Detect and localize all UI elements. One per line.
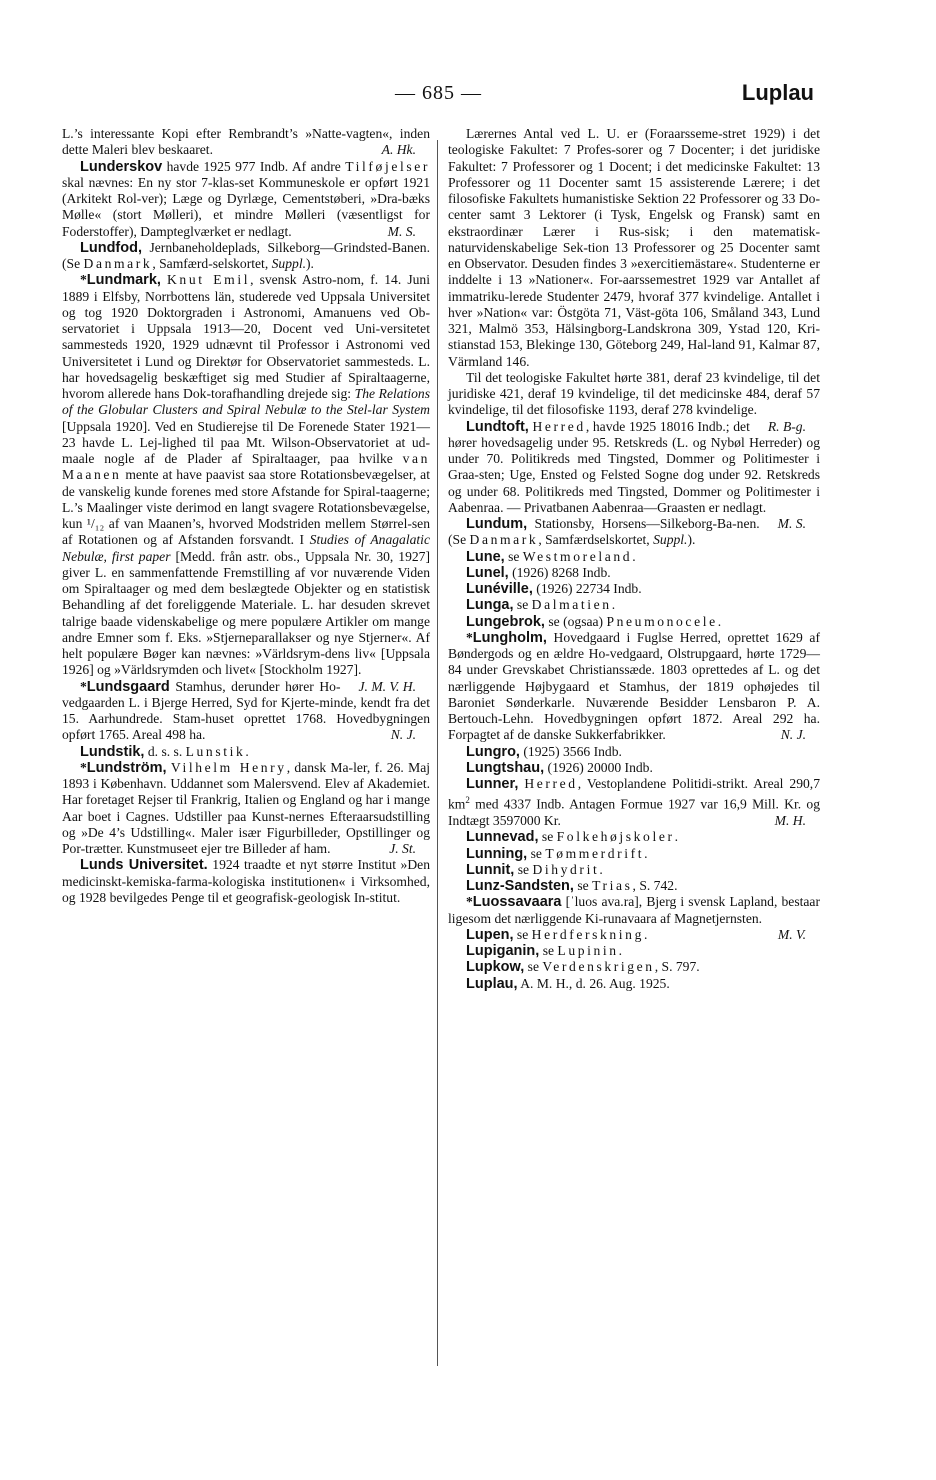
entry-text: [Medd. från astr. obs., Uppsala Nr. 30, 1927] giver L. en sammenfattende Fremstilling af vor nuværende Viden om Spiraltaager og med dem beslægtede Objekter og en statistisk Behandling af det foreliggende Materiale. L. har desuden skrevet talrige baade videnskabelige og mere populære Artikler om mange andre Emner som f. Eks. »Stjerneparallakser og nye Stjerner«. Af helt populære Bøger kan nævnes: »Världsrym-dens liv« [Uppsala 1926] og »Världsrymden och livet« [Stockholm 1927]. — [62, 548, 431, 678]
entry-text: [ˈluos ava.ra], Bjerg i svensk Lapland, bestaar ligesom det nærliggende Ki-runavaara af Magnetjernsten. — [448, 894, 820, 926]
italic-text: Studies of Anagalatic Nebulæ, first paper — [62, 532, 430, 564]
entry-text: skal nævnes: En ny stor 7-klas-set Kommuneskole er opført 1921 (Arkitekt Rol-ver); Læge og Dyrlæge, Cementstøberi, »Dra-bæks Mølle« (stort Mølleri), et mindre Mølleri (væsentligst for Foderstoffer), Dampteglværket er nedlagt. — [62, 174, 430, 239]
cross-reference: Folkehøjskoler — [556, 829, 675, 845]
headword: Lunz-Sandsten, — [466, 878, 574, 895]
spaced-term: Herred — [532, 418, 586, 434]
headword: Lunel, — [466, 564, 509, 581]
entry-text: se — [513, 597, 532, 613]
author-signature: N. J. — [780, 727, 806, 743]
entry-text: , svensk Astro-nom, f. 14. Juni 1889 i Elfsby, Norrbottens län, studerede ved Uppsala Universitet og tog 1920 Doktorgraden i Astronomi, Amanuens ved Ob-servatoriet i Uppsala 1913—20, Docent ved Uni-versitetet sammesteds 1920, 1929 udnævnt til Professor i Astronomi ved Universitetet i Lund og Direktør for Observatoriet sammesteds. L. har hovedsagelig beskæftiget sig med Studier af Spiraltaagerne, hvorom allerede hans Dok-torafhandling drejede sig: — [62, 272, 430, 401]
italic-text: Suppl. — [653, 532, 688, 548]
author-signature: J. St. — [389, 841, 416, 856]
running-head: Luplau — [741, 80, 814, 105]
entry-luneville — [448, 581, 820, 597]
entry-text: se — [539, 943, 558, 959]
headword: Lunga, — [466, 597, 514, 614]
cross-reference: Herdferskning — [531, 926, 644, 942]
headword: Lundum, — [466, 516, 528, 532]
entry-text: , Samfærd-selskortet, — [152, 256, 272, 271]
headword: Lunderskov — [80, 158, 163, 175]
entry-lunds-universitet — [62, 857, 430, 906]
spaced-term: van Maanen — [62, 451, 430, 483]
column-divider — [437, 140, 438, 1366]
entry-text: , S. 797. — [654, 959, 700, 975]
cross-reference: Dihydrit — [532, 861, 600, 877]
entry-continuation — [62, 126, 430, 159]
headword: Lundmark, — [86, 272, 161, 289]
entry-text: , S. 742. — [632, 878, 678, 894]
entry-continuation — [448, 126, 820, 370]
entry-text: , havde 1925 18016 Indb.; det hører hovedsagelig under 95. Retskreds (L. og Nybøl Herreder) og under 70. Politikreds med Tingsted, Dommer og Politimester i Graa-sten; Uge, Ensted og Felsted Sogne dog under 92. Retskreds og under 68. Politikreds med Tingsted, Dommer og Politimester i Aabenraa. — Privatbanen Aabenraa—Graasten er nedlagt. — [448, 418, 820, 515]
entry-lungholm — [448, 630, 820, 744]
entry-lunderskov — [62, 159, 430, 240]
entry-text: . — [643, 926, 648, 942]
entry-text: mente at have paavist saa store Rotationsbevægelser, at de vanskelig kunde forenes med store Afstande for Spiral-taagerne; L.’s Maalinger viste derimod en langt svagere Rotationsbevægelse, kun — [62, 467, 430, 531]
left-column — [62, 126, 430, 906]
entry-lupkow — [448, 959, 820, 975]
entry-text: , dansk Ma-ler, f. 26. Maj 1893 i København. Uddannet som Malersvend. Elev af Akademiet. Har foretaget Rejser til Frankrig, Italien og England og har i mange Aar boet i Cagnes. Udstiller paa Kunst-nernes Efteraarsudstilling og »De 4’s Udstilling«. Maler især Figurbilleder, Opstillinger og Por-trætter. Kunstmuseet ejer tre Billeder af ham. — [62, 759, 430, 856]
spaced-term: Knut Emil — [167, 272, 251, 288]
headword: Lunéville, — [466, 581, 533, 597]
headword: Luplau, — [466, 975, 518, 992]
entry-lunning — [448, 846, 820, 862]
spaced-term: Tilføjelser — [345, 158, 430, 174]
entry-lunz-sandsten — [448, 878, 820, 894]
author-signature: M. S. — [387, 223, 416, 239]
entry-lupiganin — [448, 943, 820, 959]
new-entry-asterisk: * — [466, 894, 473, 910]
entry-text: Stationsby, Horsens—Silkeborg-Ba-nen. (Se — [448, 516, 760, 548]
cross-reference: Danmark — [83, 256, 153, 271]
headword: Lune, — [466, 548, 505, 565]
entry-text: Hovedgaard i Fuglse Herred, oprettet 1629 af Bøndergods og en ældre Ho-vedgaard, Olstrupgaard, hørte 1729—84 under Grevskabet Christianssæde. 1803 oprettedes af L. og det nærliggende Højbygaard et Stamhus, der 1819 ophøjedes til Baroniet Sønderkarle. Nuværende Besidder Lensbaron P. A. Bertouch-Lehn. Hovedbygningen opført 1872. Areal 292 ha. Forpagtet af de danske Sukkerfabrikker. — [448, 629, 820, 743]
author-signature: A. Hk. — [381, 142, 416, 158]
headword: Lundstik, — [80, 743, 145, 760]
entry-text: (1926) 22734 Indb. — [532, 581, 642, 596]
entry-text: (1926) 8268 Indb. — [508, 564, 611, 580]
cross-reference: Pneumonocele — [606, 613, 718, 629]
entry-text: (1926) 20000 Indb. — [544, 759, 653, 775]
author-signature: R. B-g. — [767, 418, 806, 434]
entry-text: . — [618, 943, 623, 959]
author-signature: N. J. — [390, 727, 416, 743]
right-column — [448, 126, 820, 992]
spaced-term: Herred — [524, 776, 578, 791]
entry-text: . — [674, 829, 679, 845]
new-entry-asterisk: * — [80, 759, 87, 775]
entry-text: se — [514, 861, 533, 877]
entry-lunel — [448, 565, 820, 581]
entry-text: af van Maanen’s, hvorved Modstriden mellem Størrel-sen af Rotationen og af Afstanden forsvandt. I — [62, 516, 430, 548]
entry-text: 1924 traadte et nyt større Institut »Den medicinskt-kemiska-farma-kologiska institutionen« i Virksomhed, og 1928 bevilgedes Penge til et geografisk-geologisk In-stitut. — [62, 857, 430, 905]
entry-lunnit — [448, 862, 820, 878]
entry-text: , Vestoplandene Politidi-strikt. Areal 290,7 km — [448, 776, 820, 812]
entry-text: ). — [687, 532, 696, 548]
headword: Lupiganin, — [466, 943, 540, 960]
entry-text: . — [717, 613, 722, 629]
fraction: ¹/₁₂ — [86, 516, 105, 531]
entry-text: med 4337 Indb. Antagen Formue 1927 var 16,9 Mill. Kr. og Indtægt 3597000 Kr. — [448, 796, 820, 829]
page-header — [0, 80, 936, 114]
headword: Lungro, — [466, 743, 520, 760]
headword: Luossavaara — [472, 894, 562, 911]
cross-reference: Tømmerdrift — [545, 845, 645, 861]
headword: Lundsgaard — [86, 678, 170, 695]
entry-text: se (ogsaa) — [544, 613, 607, 629]
entry-text: . — [632, 548, 636, 564]
superscript: 2 — [465, 795, 470, 806]
cross-reference: Lunstik — [185, 743, 246, 759]
italic-text: Suppl. — [271, 256, 306, 271]
cross-reference: Trias — [592, 878, 633, 894]
headword: Lunner, — [466, 776, 519, 792]
entry-lunga — [448, 597, 820, 613]
author-signature: M. V. — [777, 926, 806, 942]
new-entry-asterisk: * — [80, 678, 87, 694]
entry-text: se — [538, 829, 557, 845]
headword: Lungtshau, — [466, 759, 545, 776]
new-entry-asterisk: * — [466, 629, 473, 645]
entry-text: se — [504, 548, 523, 564]
entry-lundstik — [62, 744, 430, 760]
italic-text: The Relations of the Globular Clusters and Spiral Nebulæ to the Stel-lar System — [62, 386, 430, 418]
entry-text: Lærernes Antal ved L. U. er (Foraarsseme-stret 1929) i det teologiske Fakultet: 7 Profes-sorer og 7 Docenter; i det juridiske Fakultet: 7 Professorer og 1 Docent; i det medicinske Fakultet: 13 Professorer og 11 Docenter samt 15 assisterende Lærere; i det filosofiske Fakultets humanistiske Sektion 22 Professorer og 33 Do-center samt 3 Lektorer (i Tysk, Engelsk og Fransk) samt en ekstraordinær Lærer i Rus-sisk; i den matematisk-naturvidenskabelige Sek-tion 13 Professorer og 25 Docenter samt en Observator. Desuden findes 3 »exercitiemästare«. Studenterne er inddelte i 13 »Nationer«. For-aarssemestret 1929 var Antallet af immatriku-lerede Studenter 2479, hvoraf 377 kvindelige. Antallet i hver »Nation« var: Östgöta 71, Väst-göta 106, Småland 343, Lund 321, Malmö 353, Hälsingborg-Landskrona 309, Ystad 120, Kri-stianstad 153, Blekinge 130, Göteborg 249, Hal-land 91, Kalmar 87, Värmland 146. — [448, 126, 821, 369]
entry-text: . — [245, 743, 249, 759]
entry-text: . — [611, 597, 616, 613]
headword: Lungholm, — [472, 629, 547, 646]
headword: Lundström, — [86, 759, 167, 776]
entry-text: , Samfærdselskortet, — [538, 532, 654, 548]
headword: Lunds Universitet. — [80, 857, 208, 874]
entry-text: (1925) 3566 Indb. — [519, 743, 622, 759]
cross-reference: Verdenskrigen — [542, 959, 655, 975]
entry-lundstrom — [62, 760, 430, 858]
headword: Lundfod, — [80, 239, 143, 256]
entry-luplau — [448, 976, 820, 992]
headword: Lupkow, — [466, 959, 525, 976]
cross-reference: Westmoreland — [522, 548, 633, 564]
entry-lunnevad — [448, 829, 820, 845]
page-number: — 685 — — [395, 82, 482, 104]
headword: Lupen, — [466, 926, 514, 943]
entry-text: Til det teologiske Fakultet hørte 381, deraf 23 kvindelige, til det juridiske 421, deraf 19 kvindelige, til det medicinske 484, deraf 57 kvindelige, til det filosofiske 1193, deraf 278 kvindelige. — [448, 369, 820, 418]
entry-text: Stamhus, derunder hører Ho-vedgaarden L. i Bjerge Herred, Syd for Kjerte-minde, kendt fra det 15. Aarhundrede. Stam-huset oprettet 1768. Hovedbygningen opført 1765. Areal 498 ha. — [62, 678, 430, 743]
cross-reference: Danmark — [469, 532, 539, 548]
entry-lungtshau — [448, 760, 820, 776]
entry-text: se — [573, 878, 593, 894]
entry-lune — [448, 549, 820, 565]
entry-text: se — [527, 845, 546, 861]
headword: Lunnit, — [466, 861, 515, 878]
entry-text: d. s. s. — [144, 743, 186, 759]
entry-text: se — [524, 959, 543, 975]
headword: Lunning, — [466, 845, 528, 862]
entry-text: [Uppsala 1920]. Ved en Studierejse til De Forenede Stater 1921—23 havde L. Lej-lighed til paa Mt. Wilson-Observatoriet at ud-maale nogle af de Plader af Spiraltaager, paa hvilke — [62, 418, 430, 466]
entry-text: A. M. H., d. 26. Aug. 1925. — [517, 975, 670, 991]
entry-lungro — [448, 744, 820, 760]
entry-text: ). — [306, 256, 314, 271]
entry-lundfod — [62, 240, 430, 273]
entry-text: . — [644, 845, 648, 861]
cross-reference: Dalmatien — [531, 597, 612, 613]
entry-text: se — [513, 926, 532, 942]
author-signature: M. S. — [777, 516, 806, 531]
new-entry-asterisk: * — [80, 272, 87, 288]
headword: Lundtoft, — [466, 418, 529, 435]
author-signature: J. M. V. H. — [358, 678, 416, 694]
entry-text: L.’s interessante Kopi efter Rembrandt’s »Natte-vagten«, inden dette Maleri blev beskaaret. — [62, 126, 430, 158]
entry-text: Jernbaneholdeplads, Silkeborg—Grindsted-Banen. (Se — [62, 239, 430, 271]
headword: Lunnevad, — [466, 829, 539, 846]
spaced-term: Vilhelm Henry — [170, 759, 287, 775]
entry-lungebrok — [448, 614, 820, 630]
entry-text: havde 1925 977 Indb. Af andre — [162, 158, 346, 174]
cross-reference: Lupinin — [557, 943, 619, 959]
entry-text: . — [599, 861, 603, 877]
headword: Lungebrok, — [466, 613, 545, 630]
author-signature: M. H. — [774, 813, 806, 829]
entry-lunner — [448, 776, 820, 829]
